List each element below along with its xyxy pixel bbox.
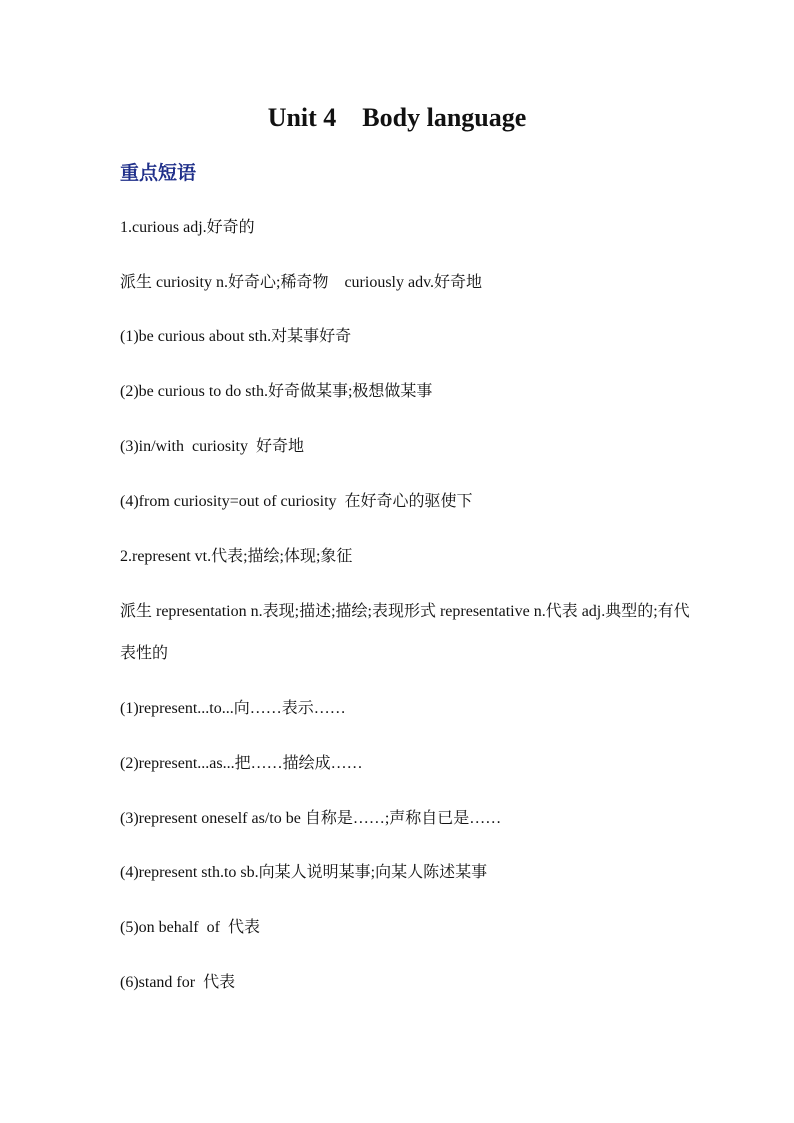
entry-line: (4)represent sth.to sb.向某人说明某事;向某人陈述某事 <box>120 864 488 881</box>
entry-line: (6)stand for 代表 <box>120 974 236 991</box>
page-title: Unit 4 Body language <box>267 103 527 132</box>
entry-line: (3)in/with curiosity 好奇地 <box>120 438 304 455</box>
section-heading: 重点短语 <box>120 162 197 184</box>
entry-line-wrapped: 派生 representation n.表现;描述;描绘;表现形式 representative n.代表 adj.典型的;有代表性的 <box>120 603 690 662</box>
entry-line: (1)represent...to...向……表示…… <box>120 700 346 717</box>
entry-line: (5)on behalf of 代表 <box>120 919 260 936</box>
entry-line: (1)be curious about sth.对某事好奇 <box>120 328 352 345</box>
entry-line: 派生 curiosity n.好奇心;稀奇物 curiously adv.好奇地 <box>120 274 483 291</box>
entry-line: (2)be curious to do sth.好奇做某事;极想做某事 <box>120 383 433 400</box>
entry-line: (3)represent oneself as/to be 自称是……;声称自已是…… <box>120 810 502 827</box>
entry-line: 1.curious adj.好奇的 <box>120 219 255 236</box>
entry-line: 2.represent vt.代表;描绘;体现;象征 <box>120 548 353 565</box>
entry-line: (4)from curiosity=out of curiosity 在好奇心的驱使下 <box>120 493 473 510</box>
entry-line: (2)represent...as...把……描绘成…… <box>120 755 363 772</box>
